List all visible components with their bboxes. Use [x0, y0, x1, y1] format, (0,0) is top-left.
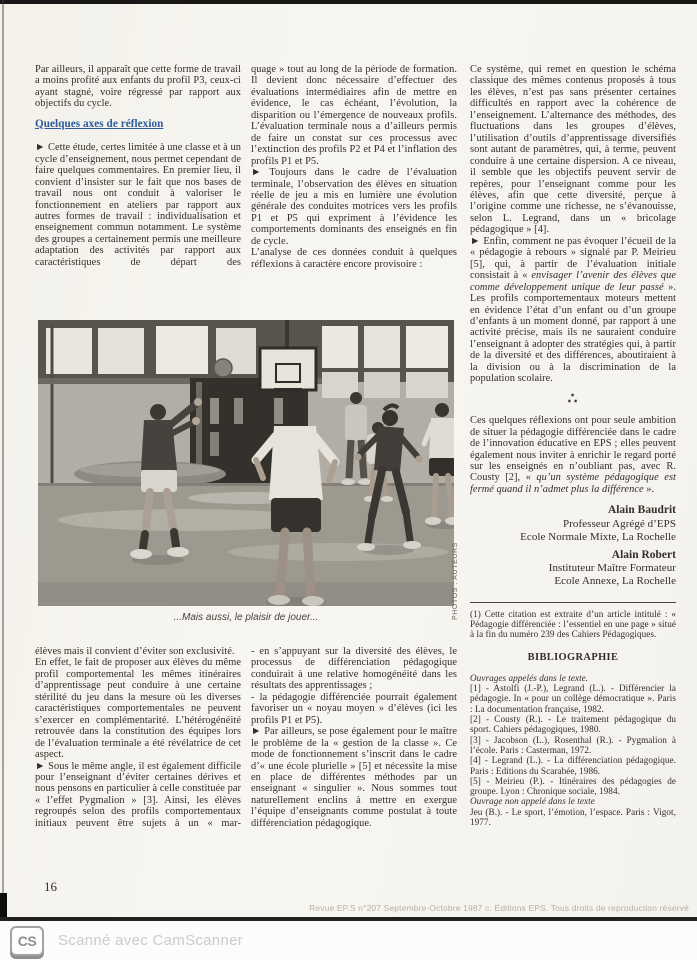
paragraph: quage » tout au long de la période de formation. Il devient donc nécessaire d’effectuer des évaluations intermédiaires afin de mettre en évidence, le cas échéant, l’évolution, la disparition ou l’émergence de nouveaux profils. L’évaluation terminale nous a d’ailleurs permis de faire un constat sur ces processus avec l’extinction des profils P2 et P4 et l’inflation des profils P1 et P5.: [251, 64, 457, 167]
bibliography-outro: Ouvrage non appelé dans le texte: [470, 796, 595, 807]
left-column-bottom: [35, 646, 241, 829]
paragraph: ► Par ailleurs, se pose également pour le maître le problème de la « gestion de la classe ». Ce mode de fonctionnement s’inscrit dans le cadre d’« une école plurielle » [5] et nécessite la mise en place de différentes méthodes par un enseignant « singulier ». Nous sommes tout naturellement enclins à mettre en exergue l’équipe d’enseignants comme postulat à toute différenciation pédagogique.: [251, 726, 457, 829]
paragraph: ► Enfin, comment ne pas évoquer l’écueil de la « pédagogie à rebours » signalé par P. Meirieu [5], qui, à partir de l’évaluation initiale consistait à « envisager l’avenir des élèves que comme développement unique de leur passé ». Les profils comportementaux moteurs mettent en évidence l’état d’un enfant ou d’un groupe d’enfants à un moment donné, par rapport à une activité précise, mais ils ne sauraient conduire l’enseignant à adopter des stratégies qui, à partir de la diversité et des différences, aboutiraient à la division ou à la discrimination de la population scolaire.: [470, 235, 676, 385]
paragraph: ► Sous le même angle, il est également difficile pour l’enseignant d’éviter certaines dérives et nous pensons en particulier à celle constituée par « l’effet Pygmalion » [3]. Ainsi, les élèves regroupés selon des profils comportementaux initiaux peuvent être sujets à un « mar-: [35, 760, 241, 829]
gym-photo-illustration: [38, 320, 454, 606]
photo-credit: PHOTOS : AUTEURS: [452, 542, 459, 620]
paragraph: ► Toujours dans le cadre de l’évaluation terminale, l’observation des élèves en situation réelle de jeu a mis en lumière une évolution générale des conduites motrices vers les profils P1 et P5 qui expriment à l’évidence les comportements dominants des enseignés en fin de cycle.: [251, 167, 457, 247]
author-block: [470, 504, 676, 588]
bibliography-entry: [3] - Jacobson (L.), Rosenthal (R.). - Pygmalion à l’école. Paris : Casterman, 1972.: [470, 734, 676, 755]
author-role: Instituteur Maître Formateur: [548, 562, 676, 575]
paragraph: Ce système, qui remet en question le schéma classique des mêmes contenus proposés à tous les élèves, n’est pas sans présenter certaines difficultés en rapport avec la cohérence de l’enseignement. L’alternance des méthodes, des fluctuations dans les groupes d’élèves, l’utilisation d’outils d’apprentissage diversifiés sont autant de paramètres, qui, à terme, peuvent conduire à une certaine dispersion. A ce niveau, il semble que les objectifs peuvent servir de repères, pour l’enseignant comme pour les élèves, afin que cette diversité, perçue à l’origine comme une richesse, ne s’évanouisse, selon L. Legrand, dans un « bricolage pédagogique » [4].: [470, 64, 676, 236]
imprint-line: Revue EP.S n°207 Septembre-Octobre 1987 c. Editions EPS. Tous droits de reproduction réservé: [309, 903, 689, 913]
paragraph: En effet, le fait de proposer aux élèves du même profil comportemental les mêmes itinéraires d’apprentissage peut conduire à une certaine stérilité du jeu dans la mesure où les diverses caractéristiques comportementales ne peuvent s’exercer en complémentarité. L’hétérogénéité retrouvée dans la constitution des équipes lors de l’évaluation terminale a été révélatrice de cet aspect.: [35, 657, 241, 761]
paragraph: élèves mais il convient d’éviter son exclusivité.: [35, 646, 235, 657]
bibliography-entry: [5] - Meirieu (P.). - Itinéraires des pédagogies de groupe. Lyon : Chronique sociale, 1984.: [470, 775, 676, 797]
middle-column-bottom: [251, 646, 457, 829]
author-name: Alain Baudrit: [607, 504, 676, 517]
bibliography-entry: Jeu (B.). - Le sport, l’émotion, l’espace. Paris : Vigot, 1977.: [470, 806, 676, 828]
camscanner-bar: [0, 921, 697, 960]
section-heading: Quelques axes de réflexion: [35, 117, 164, 130]
author-affiliation: Ecole Normale Mixte, La Rochelle: [520, 530, 676, 543]
scan-edge-notch: [0, 893, 7, 920]
scan-edge-left: [2, 0, 4, 918]
paragraph: ► Cette étude, certes limitée à une classe et à un cycle d’enseignement, nous permet cependant de faire quelques commentaires. En premier lieu, il convient d’insister sur le fait que nos bases de travail nous ont conduit à valoriser le fonctionnement en ateliers par rapport aux autres formes de travail : individualisation et enseignement commun notamment. Le système des groupes a certainement permis une meilleure adaptation des activités par rapport aux caractéristiques de départ des: [35, 142, 241, 268]
scan-edge-top: [0, 0, 697, 4]
bibliography-intro: Ouvrages appelés dans le texte.: [470, 672, 589, 683]
bibliography-entry: [2] - Cousty (R.). - Le traitement pédagogique du sport. Cahiers pédagogiques, 1980.: [470, 714, 676, 735]
photo-caption: ...Mais aussi, le plaisir de jouer...: [173, 612, 319, 623]
footnote: (1) Cette citation est extraite d’un article intitulé : « Pédagogie différenciée : l’essentiel en une page » situé à la fin du numéro 239 des Cahiers Pédagogiques.: [470, 608, 676, 640]
paragraph: - la pédagogie différenciée pourrait également favoriser un « noyau moyen » d’élèves (ici les profils P1 et P5).: [251, 691, 457, 726]
paragraph: - en s’appuyant sur la diversité des élèves, le processus de différenciation pédagogique conduirait à une relative homogénéité dans les résultats des apprentissages ;: [251, 646, 457, 692]
bibliography-heading: BIBLIOGRAPHIE: [527, 652, 619, 664]
bibliography-entry: [1] - Astolfi (J.-P.), Legrand (L.). - Différencier la pédagogie. In « pour un collège démocratique ». Paris : La documentation française, 1982.: [470, 683, 676, 714]
right-column: [470, 64, 676, 827]
paragraph: Par ailleurs, il apparaît que cette forme de travail a moins profité aux enfants du profil P3, ceux-ci ayant stagné, voire régressé par rapport aux objectifs du cycle.: [35, 64, 241, 110]
bibliography-entry: [4] - Legrand (L.). - La différenciation pédagogique. Paris : Editions du Scarabée, 1986.: [470, 755, 676, 776]
left-column-top: [35, 64, 241, 268]
middle-column-top: [251, 64, 457, 270]
camscanner-label: Scanné avec CamScanner: [58, 932, 244, 949]
gym-photo: [38, 320, 454, 606]
author-role: Professeur Agrégé d’EPS: [563, 517, 676, 530]
footnote-divider: [470, 602, 676, 603]
camscanner-logo-icon: CS: [10, 926, 44, 956]
paragraph: L’analyse de ces données conduit à quelques réflexions à caractère encore provisoire :: [251, 247, 457, 270]
paragraph: Ces quelques réflexions ont pour seule ambition de situer la pédagogie différenciée dans le cadre de l’innovation éducative en EPS ; elles peuvent également nous inviter à enrichir le regard porté sur les enseignés en n’oubliant pas, avec R. Cousty [2], « qu’un système pédagogique est fermé quand il n’admet plus la différence ».: [470, 415, 676, 495]
ball: [214, 359, 232, 377]
author-affiliation: Ecole Annexe, La Rochelle: [554, 575, 676, 588]
asterism-ornament: ∴: [567, 390, 579, 407]
author-name: Alain Robert: [611, 548, 676, 561]
page-number: 16: [44, 879, 57, 894]
